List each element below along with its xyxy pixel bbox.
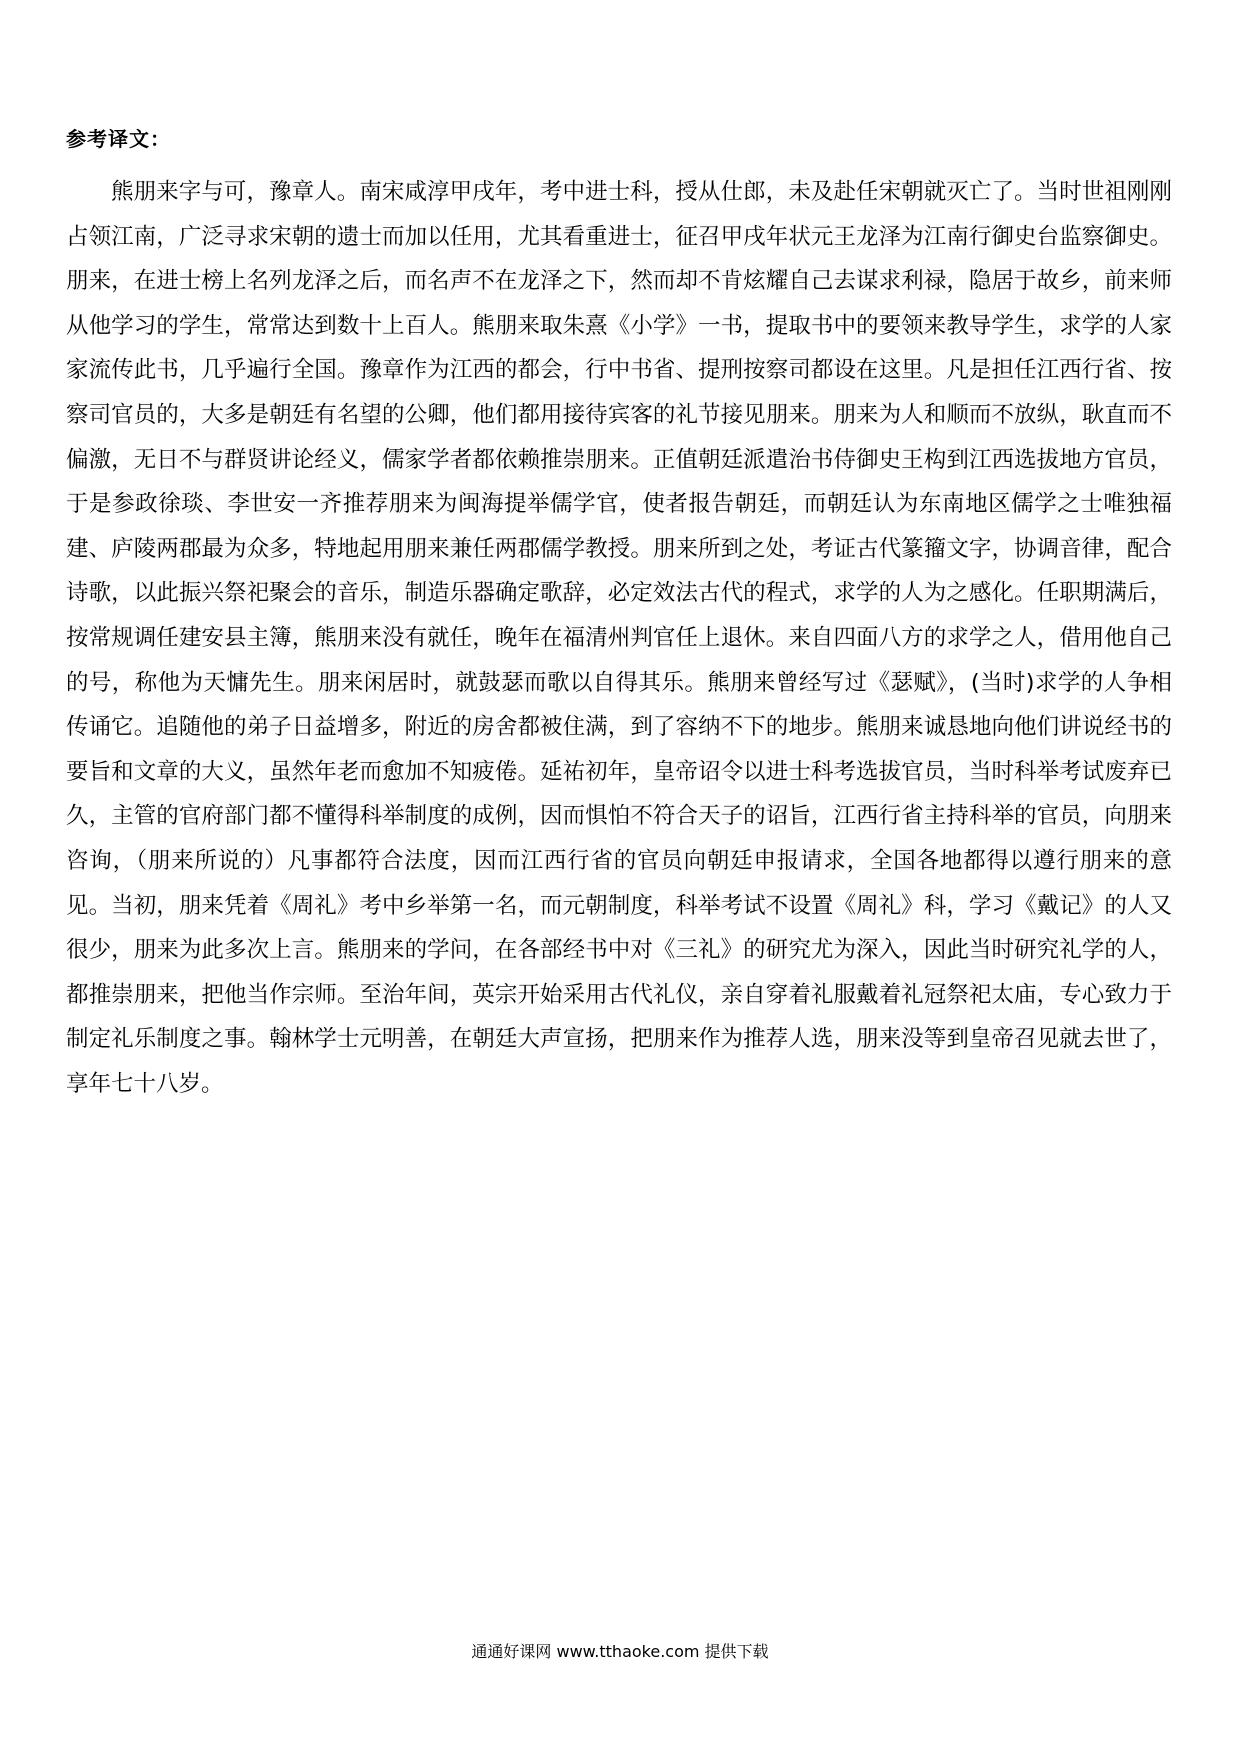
page-footer: 通通好课网 www.tthaoke.com 提供下载 [471,1642,769,1661]
document-heading: 参考译文： [66,127,171,151]
translation-paragraph: 熊朋来字与可，豫章人。南宋咸淳甲戌年，考中进士科，授从仕郎，未及赴任宋朝就灭亡了。当时世祖刚刚占领江南，广泛寻求宋朝的遗士而加以任用，尤其看重进士，征召甲戌年状元王龙泽为江南行御史台监察御史。朋来，在进士榜上名列龙泽之后，而名声不在龙泽之下，然而却不肯炫耀自己去谋求利禄，隐居于故乡，前来师从他学习的学生，常常达到数十上百人。熊朋来取朱熹《小学》一书，提取书中的要领来教导学生，求学的人家家流传此书，几乎遍行全国。豫章作为江西的都会，行中书省、提刑按察司都设在这里。凡是担任江西行省、按察司官员的，大多是朝廷有名望的公卿，他们都用接待宾客的礼节接见朋来。朋来为人和顺而不放纵，耿直而不偏激，无日不与群贤讲论经义，儒家学者都依赖推崇朋来。正值朝廷派遣治书侍御史王构到江西选拔地方官员，于是参政徐琰、李世安一齐推荐朋来为闽海提举儒学官，使者报告朝廷，而朝廷认为东南地区儒学之士唯独福建、庐陵两郡最为众多，特地起用朋来兼任两郡儒学教授。朋来所到之处，考证古代篆籀文字，协调音律，配合诗歌，以此振兴祭祀聚会的音乐，制造乐器确定歌辞，必定效法古代的程式，求学的人为之感化。任职期满后，按常规调任建安县主簿，熊朋来没有就任，晚年在福清州判官任上退休。来自四面八方的求学之人，借用他自己的号，称他为天慵先生。朋来闲居时，就鼓瑟而歌以自得其乐。熊朋来曾经写过《瑟赋》，(当时)求学的人争相传诵它。追随他的弟子日益增多，附近的房舍都被住满，到了容纳不下的地步。熊朋来诚恳地向他们讲说经书的要旨和文章的大义，虽然年老而愈加不知疲倦。延祐初年，皇帝诏令以进士科考选拔官员，当时科举考试废弃已久，主管的官府部门都不懂得科举制度的成例，因而惧怕不符合天子的诏旨，江西行省主持科举的官员，向朋来咨询，（朋来所说的）凡事都符合法度，因而江西行省的官员向朝廷申报请求，全国各地都得以遵行朋来的意见。当初，朋来凭着《周礼》考中乡举第一名，而元朝制度，科举考试不设置《周礼》科，学习《戴记》的人又很少，朋来为此多次上言。熊朋来的学问，在各部经书中对《三礼》的研究尤为深入，因此当时研究礼学的人，都推崇朋来，把他当作宗师。至治年间，英宗开始采用古代礼仪，亲自穿着礼服戴着礼冠祭祀太庙，专心致力于制定礼乐制度之事。翰林学士元明善，在朝廷大声宣扬，把朋来作为推荐人选，朋来没等到皇帝召见就去世了，享年七十八岁。 [66,179,1172,1097]
